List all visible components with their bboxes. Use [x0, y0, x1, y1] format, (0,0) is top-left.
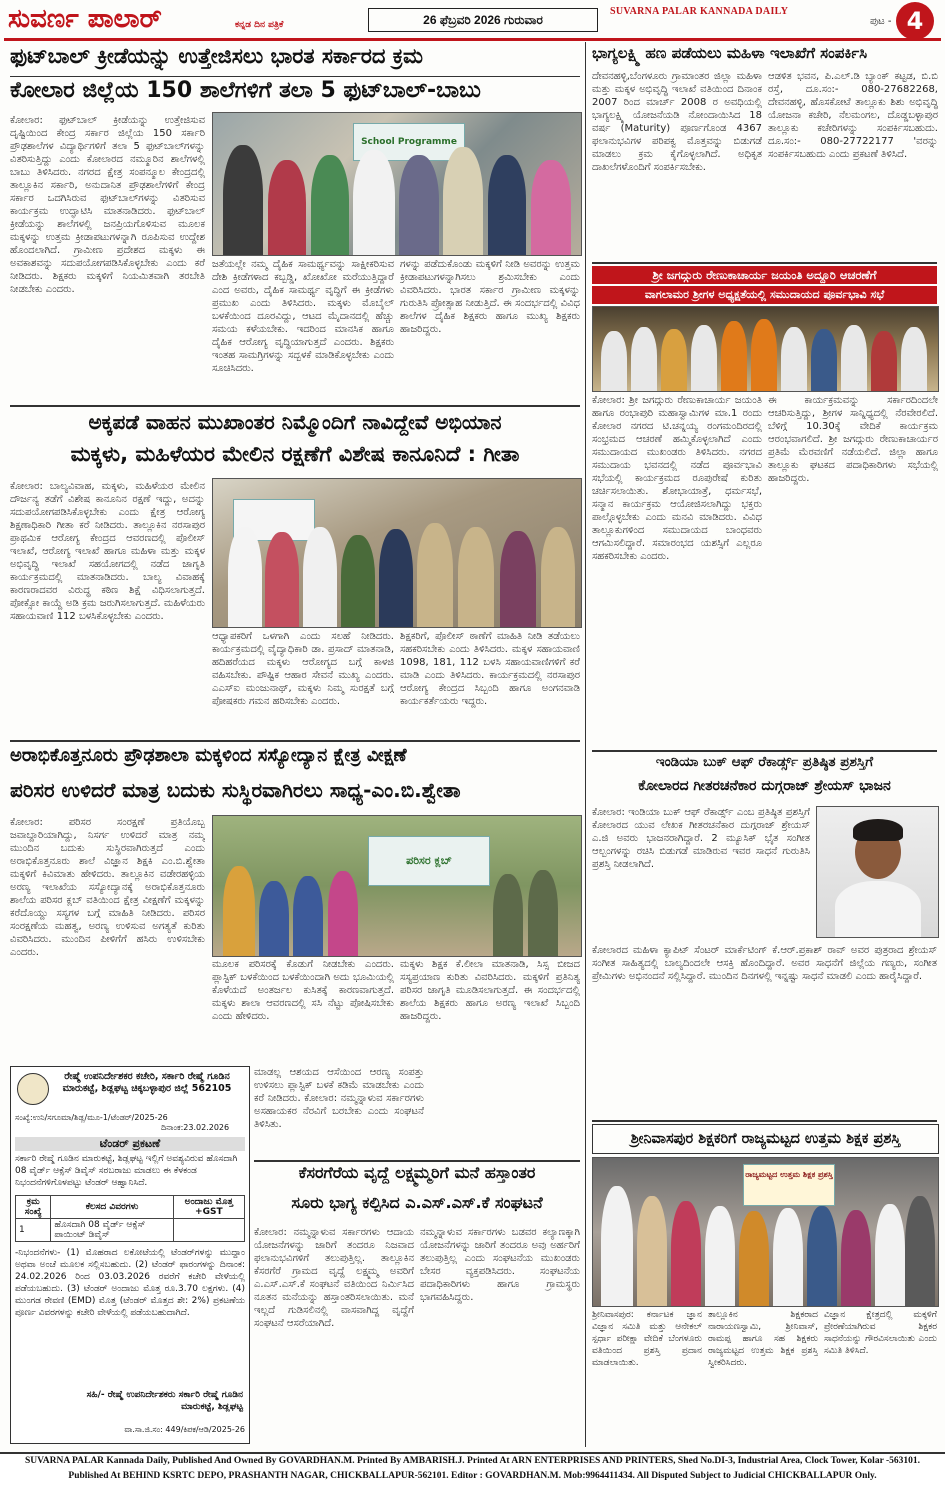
story2-body-col1: ಕೋಲಾರ: ಬಾಲ್ಯವಿವಾಹ, ಮಕ್ಕಳು, ಮಹಿಳೆಯರ ಮೇಲಿನ ದೌರ್ಜನ್ಯ ತಡೆಗೆ ವಿಶೇಷ ಕಾನೂನಿನ ರಕ್ಷಣೆ ಇದ್ದು, ಅದನ್ನು ಸದುಪಯೋಗಪಡಿಸಿಕೊಳ್ಳಬೇಕು ಎಂದು ಕ್ಷೇತ್ರ ಆರೋಗ್ಯ ಶಿಕ್ಷಣಾಧಿಕಾರಿ ಗೀತಾ ಕರೆ ನೀಡಿದರು. ತಾಲ್ಲೂಕಿನ ನರಸಾಪುರ ಪ್ರಾಥಮಿಕ ಆರೋಗ್ಯ ಕೇಂದ್ರದ ಆವರಣದಲ್ಲಿ ಪೊಲೀಸ್ ಇಲಾಖೆ, ಆರೋಗ್ಯ ಇಲಾಖೆ ಹಾಗೂ ಮಹಿಳಾ ಮತ್ತು ಮಕ್ಕಳ ಅಭಿವೃದ್ಧಿ ಇಲಾಖೆ ಸಹಯೋಗದಲ್ಲಿ ನಡೆದ ಜಾಗೃತಿ ಕಾರ್ಯಕ್ರಮದಲ್ಲಿ ಮಾತನಾಡಿದರು. ಬಾಲ್ಯ ವಿವಾಹಕ್ಕೆ ಕಾರಣರಾದವರ ವಿರುದ್ಧ ಕಠಿಣ ಶಿಕ್ಷೆ ವಿಧಿಸಲಾಗುತ್ತದೆ. ಪೋಕ್ಸೋ ಕಾಯ್ದೆ ಅಡಿ ಕ್ರಮ ಜರುಗಿಸಲಾಗುತ್ತದೆ. ಮಹಿಳೆಯರು ಸಹಾಯವಾಣಿ 112 ಬಳಸಿಕೊಳ್ಳಬೇಕು ಎಂದರು. — [10, 481, 205, 622]
person-figure — [751, 319, 777, 391]
award-banner: ರಾಜ್ಯಮಟ್ಟದ ಉತ್ತಮ ಶಿಕ್ಷಕ ಪ್ರಶಸ್ತಿ — [743, 1164, 835, 1206]
person-figure — [500, 531, 536, 627]
person-figure — [601, 1186, 633, 1306]
right2-headline: ವಾಗಲಾಮರ ಶ್ರೀಗಳ ಅಧ್ಯಕ್ಷತೆಯಲ್ಲಿ ಸಮುದಾಯದ ಪೂರ್ವಭಾವಿ ಸಭೆ — [592, 286, 937, 304]
story2-body-col3: ಶಿಕ್ಷಕರಿಗೆ, ಪೊಲೀಸ್ ಠಾಣೆಗೆ ಮಾಹಿತಿ ನೀಡಿ ತಡೆಯಲು ಸಹಕರಿಸಬೇಕು ಎಂದು ತಿಳಿಸಿದರು. ಮಕ್ಕಳ ಸಹಾಯವಾಣಿ 1098, 181, 112 ಬಳಸಿ ಸಹಾಯವಾಣಿಗಳಿಗೆ ಕರೆ ಮಾಡಿ ಎಂದು ತಿಳಿಸಿದರು. ಕಾರ್ಯಕ್ರಮದಲ್ಲಿ ನರಸಾಪುರ ಆರೋಗ್ಯ ಕೇಂದ್ರದ ಸಿಬ್ಬಂದಿ ಹಾಗೂ ಅಂಗನವಾಡಿ ಕಾರ್ಯಕರ್ತೆಯರು ಇದ್ದರು. — [400, 631, 580, 707]
story4-body-col3: ನಮ್ಮನ್ನಾಳುವ ಸರ್ಕಾರಗಳು ಬಡವರ ಕಲ್ಯಾಣಕ್ಕಾಗಿ ಯೋಜನೆಗಳನ್ನು ಜಾರಿಗೆ ತಂದರೂ ಅವು ಅರ್ಹರಿಗೆ ತಲುಪುತ್ತಿಲ್ಲ ಎಂದು ಸಂಘಟನೆಯ ಮುಖಂಡರು ಬೇಸರ ವ್ಯಕ್ತಪಡಿಸಿದರು. ಸಂಘಟನೆಯ ಪದಾಧಿಕಾರಿಗಳು ಹಾಗೂ ಗ್ರಾಮಸ್ಥರು ಭಾಗವಹಿಸಿದ್ದರು. — [420, 1227, 580, 1303]
story3-photo — [212, 815, 582, 957]
section-divider — [592, 1120, 937, 1122]
story2-headline: ಮಕ್ಕಳು, ಮಹಿಳೆಯರ ಮೇಲಿನ ರಕ್ಷಣೆಗೆ ವಿಶೇಷ ಕಾನೂನಿದೆ : ಗೀತಾ — [70, 442, 520, 466]
person-figure — [303, 527, 337, 627]
person-figure — [807, 1206, 837, 1306]
person-figure — [353, 150, 395, 255]
story2-kicker: ಅಕ್ಕಪಡೆ ವಾಹನ ಮುಖಾಂತರ ನಿಮ್ಮೊಂದಿಗೆ ನಾವಿದ್ದೇವೆ ಅಭಿಯಾನ — [88, 410, 502, 434]
person-figure — [228, 527, 262, 627]
table-header: ಕ್ರಮ ಸಂಖ್ಯೆ — [16, 1196, 51, 1219]
right4-headline: ಶ್ರೀನಿವಾಸಪುರ ಶಿಕ್ಷಕರಿಗೆ ರಾಜ್ಯಮಟ್ಟದ ಉತ್ತಮ ಶಿಕ್ಷಕ ಪ್ರಶಸ್ತಿ — [592, 1124, 939, 1154]
story1-body-col2: ಜತೆಯಲ್ಲೇ ನಮ್ಮ ದೈಹಿಕ ಸಾಮರ್ಥ್ಯವನ್ನು ಸಾಕ್ಷೀಕರಿಸುವ ದೇಶಿ ಕ್ರೀಡೆಗಳಾದ ಕಬ್ಬಡ್ಡಿ, ಖೋಖೋ ಮರೆಯುತ್ತಿದ್ದಾರೆ ಎಂದ ಅವರು, ದೈಹಿಕ ಸಾಮರ್ಥ್ಯ ವೃದ್ಧಿಗೆ ಈ ಕ್ರೀಡೆಗಳು ಪ್ರಮುಖ ಎಂದು ತಿಳಿಸಿದರು. ಮಕ್ಕಳು ಮೊಬೈಲ್ ಬಳಕೆಯಿಂದ ದೂರವಿದ್ದು, ಆಟದ ಮೈದಾನದಲ್ಲಿ ಹೆಚ್ಚು ಸಮಯ ಕಳೆಯಬೇಕು. ಇದರಿಂದ ಮಾನಸಿಕ ಹಾಗೂ ದೈಹಿಕ ಆರೋಗ್ಯ ವೃದ್ಧಿಯಾಗುತ್ತದೆ ಎಂದರು. ಶಿಕ್ಷಕರು ಇಂತಹ ಸಾಮಗ್ರಿಗಳನ್ನು ಸದ್ಬಳಕೆ ಮಾಡಿಕೊಳ್ಳಬೇಕು ಎಂದು ಸೂಚಿಸಿದರು. — [212, 259, 394, 374]
person-figure — [661, 329, 687, 391]
right2-body-col2: ಈ ಕಾರ್ಯಕ್ರಮವನ್ನು ಸರ್ಕಾರದಿಂದಲೇ ಆಚರಿಸುತ್ತಿದ್ದು, ಶ್ರೀಗಳ ಸಾನ್ನಿಧ್ಯದಲ್ಲಿ ನೆರವೇರಲಿದೆ. ಬೆಳಿಗ್ಗೆ 10.30ಕ್ಕೆ ವೇದಿಕೆ ಕಾರ್ಯಕ್ರಮ ಆರಂಭವಾಗಲಿದೆ. ಶ್ರೀ ಜಗದ್ಗುರು ರೇಣುಕಾಚಾರ್ಯರ ಪ್ರತಿಮೆ ಮೆರವಣಿಗೆ ನಡೆಯಲಿದೆ. ಜಿಲ್ಲಾ ಹಾಗೂ ತಾಲ್ಲೂಕು ಘಟಕದ ಪದಾಧಿಕಾರಿಗಳು ಸಭೆಯಲ್ಲಿ ಹಾಜರಿದ್ದರು. — [768, 395, 938, 484]
masthead-tagline: ಕನ್ನಡ ದಿನ ಪತ್ರಿಕೆ — [235, 20, 284, 30]
person-figure — [721, 321, 747, 391]
column-divider — [585, 42, 586, 1447]
person-figure — [223, 866, 255, 956]
person-figure — [531, 160, 571, 255]
table-cell: 1 — [16, 1219, 51, 1242]
person-figure — [773, 1208, 803, 1306]
story3-body-col3: ಮಕ್ಕಳು ಶಿಕ್ಷಕ ಕೆ.ಲೀಲಾ ಮಾತನಾಡಿ, ಸಿಸ್ಸ ಬೀಜದ ಸಸ್ಯಪ್ರಯಾಣ ಕುರಿತು ವಿವರಿಸಿದರು. ಮಕ್ಕಳಿಗೆ ಪ್ರತಿನಿತ್ಯ ಪರಿಸರ ಜಾಗೃತಿ ಮೂಡಿಸಲಾಗುತ್ತದೆ. ಈ ಸಂದರ್ಭದಲ್ಲಿ ಶಾಲೆಯ ಶಿಕ್ಷಕರು ಹಾಗೂ ಅರಣ್ಯ ಇಲಾಖೆ ಸಿಬ್ಬಂದಿ ಹಾಜರಿದ್ದರು. — [400, 959, 580, 1022]
person-figure — [691, 325, 717, 391]
section-divider — [592, 750, 937, 752]
story1-body-col3: ಗಳನ್ನು ಪಡೆದುಕೊಂಡು ಮಕ್ಕಳಿಗೆ ನೀಡಿ ಅವರನ್ನು ಉತ್ತಮ ಕ್ರೀಡಾಪಟುಗಳನ್ನಾಗಿಸಲು ಶ್ರಮಿಸಬೇಕು ಎಂದು ವಿವರಿಸಿದರು. ಭಾರತ ಸರ್ಕಾರ ಗ್ರಾಮೀಣ ಮಕ್ಕಳನ್ನು ಗುರುತಿಸಿ ಪ್ರೋತ್ಸಾಹ ನೀಡುತ್ತಿದೆ. ಈ ಸಂದರ್ಭದಲ್ಲಿ ವಿವಿಧ ಶಾಲೆಗಳ ದೈಹಿಕ ಶಿಕ್ಷಕರು ಹಾಗೂ ಮುಖ್ಯ ಶಿಕ್ಷಕರು ಹಾಜರಿದ್ದರು. — [400, 259, 580, 335]
table-cell: ಹೊಸದಾಗಿ 08 ವೈರ್ಡ್ ಆಕ್ಸೆಸ್ ಪಾಯಿಂಟ್ ಡಿವೈಸ್ — [51, 1219, 173, 1242]
top-rule — [4, 38, 941, 41]
person-figure — [528, 870, 558, 956]
story1-body-col1: ಕೋಲಾರ: ಫುಟ್‌ಬಾಲ್ ಕ್ರೀಡೆಯನ್ನು ಉತ್ತೇಜಿಸುವ ದೃಷ್ಟಿಯಿಂದ ಕೇಂದ್ರ ಸರ್ಕಾರ ಜಿಲ್ಲೆಯ 150 ಸರ್ಕಾರಿ ಪ್ರೌಢಶಾಲೆಗಳ ವಿದ್ಯಾರ್ಥಿಗಳಿಗೆ ತಲಾ 5 ಫುಟ್‌ಬಾಲ್‌ಗಳನ್ನು ವಿತರಿಸುತ್ತಿದ್ದು ಎಂದು ಕೋಲಾರದ ನಮ್ಮೂರಿನ ಶಾಲೆಗಳಲ್ಲಿ ಬಾಬು ತಿಳಿಸಿದರು. ನಗರದ ಕ್ಷೇತ್ರ ಸಂಪನ್ಮೂಲ ಕೇಂದ್ರದಲ್ಲಿ ತಾಲ್ಲೂಕಿನ ಸರ್ಕಾರಿ, ಅನುದಾನಿತ ಪ್ರೌಢಶಾಲೆಗಳಿಗೆ ಕೇಂದ್ರ ಸರ್ಕಾರ ಒದಗಿಸಿರುವ ಫುಟ್‌ಬಾಲ್‌ಗಳನ್ನು ವಿತರಿಸುವ ಕಾರ್ಯಕ್ರಮ ಉದ್ಘಾಟಿಸಿ ಮಾತನಾಡಿದರು. ಫುಟ್‌ಬಾಲ್ ಕ್ರೀಡೆಯನ್ನು ಶಾಲೆಗಳಲ್ಲಿ ಜನಪ್ರಿಯಗೊಳಿಸುವ ಮೂಲಕ ಮಕ್ಕಳನ್ನು ಉತ್ತಮ ಕ್ರೀಡಾಪಟುಗಳನ್ನಾಗಿ ರೂಪಿಸುವ ಉದ್ದೇಶ ಹೊಂದಲಾಗಿದೆ. ಗ್ರಾಮೀಣ ಪ್ರದೇಶದ ಮಕ್ಕಳು ಈ ಅವಕಾಶವನ್ನು ಸದುಪಯೋಗಪಡಿಸಿಕೊಳ್ಳಬೇಕು ಎಂದು ಕರೆ ನೀಡಿದರು. ಶಿಕ್ಷಕರು ಮಕ್ಕಳಿಗೆ ನಿಯಮಿತವಾಗಿ ತರಬೇತಿ ನೀಡಬೇಕು ಎಂದರು. — [10, 115, 205, 295]
right4-body-col3: ವಿಜ್ಞಾನ ಕ್ಷೇತ್ರದಲ್ಲಿ ಮಕ್ಕಳಿಗೆ ಪ್ರೇರಣೆಯಾಗಿರುವ ಶಿಕ್ಷಕರ ಸಾಧನೆಯನ್ನು ಗೌರವಿಸಲಾಯಿತು ಎಂದು ಸಮಿತಿ ತಿಳಿಸಿದೆ. — [824, 1310, 937, 1356]
brand-name: SUVARNA PALAR KANNADA DAILY — [610, 6, 789, 17]
tender-notice — [10, 1066, 250, 1444]
section-divider — [592, 262, 937, 264]
person-figure — [265, 532, 299, 627]
person-figure — [328, 871, 358, 956]
story3-headline: ಪರಿಸರ ಉಳಿದರೆ ಮಾತ್ರ ಬದುಕು ಸುಸ್ಥಿರವಾಗಿರಲು ಸಾಧ್ಯ-ಎಂ.ಬಿ.ಶ್ವೇತಾ — [10, 778, 461, 802]
divider — [10, 76, 580, 77]
person-figure — [458, 527, 494, 627]
imprint-line-1: SUVARNA PALAR Kannada Daily, Published And Owned By GOVARDHAN.M. Printed By AMBARISH.J. Printed At ARN ENTERPRISES AND PRINTERS, Shed No.DI-3, Industrial Area, Clock Tower, Kolar -563101. — [24, 1456, 921, 1466]
table-header: ಅಂದಾಜು ಮೊತ್ತ +GST — [173, 1196, 244, 1219]
person-figure — [637, 1196, 667, 1306]
right3-body-col2: ಕೋಲಾರದ ಮಹಿಳಾ ಕ್ಯಾಪಿಟ್ ಸೆಂಟರ್ ಮಾರ್ಕೆಟಿಂಗ್ ಕೆ.ಆರ್.ಪ್ರಕಾಶ್ ರಾವ್ ಅವರ ಪುತ್ರರಾದ ಶ್ರೇಯಸ್ ಸಂಗೀತ ಸಾಹಿತ್ಯದಲ್ಲಿ ಬಾಲ್ಯದಿಂದಲೇ ಆಸಕ್ತಿ ಹೊಂದಿದ್ದಾರೆ. ಅವರ ಸಾಧನೆಗೆ ಜಿಲ್ಲೆಯ ಗಣ್ಯರು, ಸಂಗೀತ ಪ್ರೇಮಿಗಳು ಅಭಿನಂದನೆ ಸಲ್ಲಿಸಿದ್ದಾರೆ. ಮುಂದಿನ ದಿನಗಳಲ್ಲಿ ಇನ್ನಷ್ಟು ಸಾಧನೆ ಮಾಡಲಿ ಎಂದು ಹಾರೈಸಿದ್ದಾರೆ. — [592, 945, 937, 982]
table-header: ಕೆಲಸದ ವಿವರಗಳು — [51, 1196, 173, 1219]
person-figure — [293, 876, 323, 956]
tender-ref-date: ದಿನಾಂಕ:23.02.2026 — [161, 1123, 230, 1132]
person-figure — [835, 881, 921, 937]
dateline: 26 ಫೆಬ್ರವರಿ 2026 ಗುರುವಾರ — [368, 8, 598, 32]
tender-conditions: -ನಿಭಂದನೆಗಳು- (1) ಮೊಹರಾದ ಲಕೋಟೆಯಲ್ಲಿ ಟೆಂಡರ್‌ಗಳನ್ನು ಮುದ್ದಾಂ ಅಥವಾ ಅಂಚೆ ಮೂಲಕ ಸಲ್ಲಿಸಬಹುದು. (2) ಟೆಂಡರ್ ಫಾರಂಗಳನ್ನು ದಿನಾಂಕ: 24.02.2026 ರಿಂದ 03.03.2026 ರವರೆಗೆ ಕಚೇರಿ ವೇಳೆಯಲ್ಲಿ ಪಡೆಯಬಹುದು. (3) ಟೆಂಡರ್ ಅಂದಾಜು ಮೊತ್ತ ರೂ.3.70 ಲಕ್ಷಗಳು. (4) ಮುಂಗಡ ಠೇವಣಿ (EMD) ಮೊತ್ತ (ಟೆಂಡರ್ ಮೊತ್ತದ ಶೇ: 2%) ಪ್ರಕಟಣೆಯ ಪೂರ್ಣ ವಿವರಗಳನ್ನು ಕಚೇರಿ ವೇಳೆಯಲ್ಲಿ ಪಡೆಯಬಹುದಾಗಿದೆ. — [15, 1248, 245, 1318]
story2-photo — [212, 478, 582, 628]
person-figure — [705, 1206, 735, 1306]
story3-kicker: ಅರಾಭಿಕೊತ್ತನೂರು ಪ್ರೌಢಶಾಲಾ ಮಕ್ಕಳಿಂದ ಸಸ್ಯೋದ್ಯಾನ ಕ್ಷೇತ್ರ ವೀಕ್ಷಣೆ — [10, 745, 407, 766]
table-row — [16, 1219, 245, 1242]
person-figure — [871, 331, 897, 391]
person-figure — [493, 874, 523, 956]
page-number: 4 — [896, 2, 934, 40]
tender-table — [15, 1195, 245, 1242]
story3-body-col2: ಮೂಲಕ ಪರಿಸರಕ್ಕೆ ಕೊಡುಗೆ ನೀಡಬೇಕು ಎಂದರು. ಪ್ಲಾಸ್ಟಿಕ್ ಬಳಕೆಯಿಂದ ಬಳಕೆಯಿಂದಾಗಿ ಅದು ಭೂಮಿಯಲ್ಲಿ ಕೊಳೆಯದೆ ಅಂತರ್ಜಲ ಕುಸಿತಕ್ಕೆ ಕಾರಣವಾಗುತ್ತದೆ. ಮಕ್ಕಳು ಶಾಲಾ ಆವರಣದಲ್ಲಿ ಸಸಿ ನೆಟ್ಟು ಪೋಷಿಸಬೇಕು ಎಂದು ಹೇಳಿದರು. — [212, 959, 394, 1022]
imprint-footer — [0, 1452, 945, 1492]
parisara-banner: ಪರಿಸರ ಕ್ಲಬ್ — [368, 836, 490, 886]
person-figure — [311, 155, 349, 255]
story4-kicker: ಕೆಸರಗೆರೆಯ ವೃದ್ದೆ ಲಕ್ಷ್ಮಮ್ಮರಿಗೆ ಮನೆ ಹಸ್ತಾಂತರ — [298, 1163, 536, 1182]
page-label: ಪುಟ - — [870, 16, 892, 27]
person-figure — [379, 529, 413, 627]
right2-photo — [592, 306, 939, 392]
story4-body-intro: ಮಾಡಲ್ಲ ಆಶಯದ ಆಸೆಯಿಂದ ಆರಣ್ಯ ಸಂಪತ್ತು ಉಳಿಸಲು ಪ್ಲಾಸ್ಟಿಕ್ ಬಳಕೆ ಕಡಿಮೆ ಮಾಡಬೇಕು ಎಂದು ಕರೆ ನೀಡಿದರು. ಕೋಲಾರ: ನಮ್ಮನ್ನಾಳುವ ಸರ್ಕಾರಗಳು ಅಸಹಾಯಕರ ನೆರವಿಗೆ ಬರಬೇಕು ಎಂದು ಸಂಘಟನೆ ತಿಳಿಸಿತು. — [254, 1067, 424, 1130]
tender-title: ಟೆಂಡರ್ ಪ್ರಕಟಣೆ — [15, 1137, 245, 1151]
person-figure — [631, 327, 657, 391]
tender-signature: ಸಹಿ/- ರೇಷ್ಮೆ ಉಪನಿರ್ದೇಶಕರು ಸರ್ಕಾರಿ ರೇಷ್ಮೆ ಗೂಡಿನ ಮಾರುಕಟ್ಟೆ, ಶಿಡ್ಲಘಟ್ಟ — [86, 1390, 243, 1412]
tender-header: ರೇಷ್ಮೆ ಉಪನಿರ್ದೇಶಕರ ಕಚೇರಿ, ಸರ್ಕಾರಿ ರೇಷ್ಮೆ ಗೂಡಿನ ಮಾರುಕಟ್ಟೆ, ಶಿಡ್ಲಘಟ್ಟ ಚಿಕ್ಕಬಳ್ಳಾಪುರ ಜಿಲ್ಲೆ 562105 — [62, 1071, 232, 1094]
emblem-icon — [17, 1073, 49, 1105]
portrait-hair — [853, 819, 903, 841]
tender-footnote: ವಾ.ಸಾ.ಜಿ.ಸಂ: 449/ಕಿಪಕ/ಆಡಿ/2025-26 — [124, 1425, 245, 1434]
right4-body-col2: ತಾಲ್ಲೂಕಿನ ಶಿಕ್ಷಕರಾದ ನಾರಾಯಣಸ್ವಾಮಿ, ಶ್ರೀನಿವಾಸ್, ರಾಮಪ್ಪ ಹಾಗೂ ಸಹ ಶಿಕ್ಷಕರು ರಾಜ್ಯಮಟ್ಟದ ಉತ್ತಮ ಶಿಕ್ಷಕ ಪ್ರಶಸ್ತಿ ಸ್ವೀಕರಿಸಿದರು. — [708, 1310, 818, 1368]
right3-kicker: ಇಂಡಿಯಾ ಬುಕ್ ಆಫ್ ರೆಕಾರ್ಡ್ಸ್ ಪ್ರತಿಷ್ಠಿತ ಪ್ರಶಸ್ತಿಗೆ — [655, 754, 874, 770]
person-figure — [601, 331, 627, 391]
right1-headline: ಭಾಗ್ಯಲಕ್ಷ್ಮಿ ಹಣ ಪಡೆಯಲು ಮಹಿಳಾ ಇಲಾಖೆಗೆ ಸಂಪರ್ಕಿಸಿ — [592, 44, 868, 62]
right1-body-col2: ಆಡಳಿತ ಭವನ, ಪಿ.ಎಲ್.ಡಿ ಬ್ಯಾಂಕ್ ಕಟ್ಟಡ, ಬಿ.ಬಿ ರಸ್ತೆ, ದೂ.ಸಂ:- 080-27682268, ದೇವನಹಳ್ಳಿ, ಹೊಸಕೋಟೆ ತಾಲ್ಲೂಕು ಶಿಶು ಅಭಿವೃದ್ಧಿ ಯೋಜನಾ ಕಚೇರಿ, ನೆಲಮಂಗಲ, ದೊಡ್ಡಬಳ್ಳಾಪುರ ತಾಲ್ಲೂಕು ಕಚೇರಿಗಳನ್ನು ಸಂಪರ್ಕಿಸಬಹುದು. ದೂ.ಸಂ:- 080-27722177 'ವರನ್ನು ಸಂಪರ್ಕಿಸಬಹುದು ಎಂದು ಪ್ರಕಟಣೆ ತಿಳಿಸಿದೆ. — [768, 71, 938, 160]
person-figure — [811, 329, 837, 391]
section-divider — [10, 740, 580, 742]
right4-photo — [592, 1157, 939, 1307]
person-figure — [268, 160, 306, 255]
person-figure — [223, 145, 263, 255]
right3-portrait — [816, 806, 939, 938]
right3-headline: ಕೋಲಾರದ ಗೀತರಚನೆಕಾರ ದುಗ್ಗರಾಜ್ ಶ್ರೇಯಸ್ ಭಾಜನ — [638, 778, 891, 794]
photo-banner: School Programme — [353, 123, 465, 161]
imprint-line-2: Published At BEHIND KSRTC DEPO, PRASHANTH NAGAR, CHICKBALLAPUR-562101. Editor : GOVARDHAN.M. Mob:9964411434. All Disputed Subject to Judicial CHICKBALLAPUR Only. — [68, 1471, 877, 1481]
person-figure — [841, 1210, 871, 1306]
person-figure — [671, 1201, 701, 1306]
person-figure — [901, 327, 927, 391]
section-divider — [254, 1160, 580, 1162]
story1-kicker: ಫುಟ್‌ಬಾಲ್ ಕ್ರೀಡೆಯನ್ನು ಉತ್ತೇಜಿಸಲು ಭಾರತ ಸರ್ಕಾರದ ಕ್ರಮ — [10, 44, 424, 68]
story2-body-col2: ಆಧ್ಯಾಪಕರಿಗೆ ಒಳಗಾಗಿ ಎಂದು ಸಲಹೆ ನೀಡಿದರು. ಕಾರ್ಯಕ್ರಮದಲ್ಲಿ ವೈದ್ಯಾಧಿಕಾರಿ ಡಾ. ಪ್ರಸಾದ್ ಮಾತನಾಡಿ, ಹದಿಹರೆಯದ ಮಕ್ಕಳು ಆರೋಗ್ಯದ ಬಗ್ಗೆ ಕಾಳಜಿ ವಹಿಸಬೇಕು. ಪೌಷ್ಟಿಕ ಆಹಾರ ಸೇವನೆ ಮುಖ್ಯ ಎಂದರು. ಎಎಸ್‌ಐ ಮಂಜುನಾಥ್, ಮಕ್ಕಳು ನಿಮ್ಮ ಸುರಕ್ಷತೆ ಬಗ್ಗೆ ಪೋಷಕರು ಗಮನ ಹರಿಸಬೇಕು ಎಂದರು. — [212, 631, 394, 707]
person-figure — [417, 523, 453, 627]
person-figure — [905, 1196, 935, 1306]
person-figure — [541, 527, 575, 627]
right2-body-col1: ಕೋಲಾರ: ಶ್ರೀ ಜಗದ್ಗುರು ರೇಣುಕಾಚಾರ್ಯ ಜಯಂತಿ ಹಾಗೂ ರಂಭಾಪುರಿ ಮಹಾಸ್ವಾಮಿಗಳ ಮಾ.1 ರಂದು ಕೋಲಾರ ನಗರದ ಟಿ.ಚನ್ನಯ್ಯ ರಂಗಮಂದಿರದಲ್ಲಿ ಸಂಭ್ರಮದ ಆಚರಣೆ ಹಮ್ಮಿಕೊಳ್ಳಲಾಗಿದೆ ಎಂದು ಸಮುದಾಯದ ಮುಖಂಡರು ತಿಳಿಸಿದರು. ನಗರದ ಸಮುದಾಯ ಭವನದಲ್ಲಿ ನಡೆದ ಪೂರ್ವಭಾವಿ ಸಭೆಯಲ್ಲಿ ಕಾರ್ಯಕ್ರಮದ ರೂಪುರೇಷೆ ಕುರಿತು ಚರ್ಚಿಸಲಾಯಿತು. ಶೋಭಾಯಾತ್ರೆ, ಧರ್ಮಸಭೆ, ಸನ್ಮಾನ ಕಾರ್ಯಕ್ರಮ ಆಯೋಜಿಸಲಾಗಿದ್ದು ಭಕ್ತರು ಪಾಲ್ಗೊಳ್ಳಬೇಕು ಎಂದು ಮನವಿ ಮಾಡಿದರು. ವಿವಿಧ ತಾಲ್ಲೂಕುಗಳಿಂದ ಸಮುದಾಯದ ಬಾಂಧವರು ಆಗಮಿಸಲಿದ್ದಾರೆ. ಸಮಾರಂಭದ ಯಶಸ್ಸಿಗೆ ಎಲ್ಲರೂ ಸಹಕರಿಸಬೇಕು ಎಂದರು. — [592, 395, 762, 562]
story1-photo — [212, 112, 582, 256]
right4-body-col1: ಶ್ರೀನಿವಾಸಪುರ: ಕರ್ನಾಟಕ ಜ್ಞಾನ ವಿಜ್ಞಾನ ಸಮಿತಿ ಮತ್ತು ಆನೇಕಲ್ ಸ್ಪರ್ಧಾ ಪರೀಕ್ಷಾ ವೇದಿಕೆ ಬೆಂಗಳೂರು ವತಿಯಿಂದ ಪ್ರಶಸ್ತಿ ಪ್ರದಾನ ಮಾಡಲಾಯಿತು. — [592, 1310, 702, 1368]
person-figure — [399, 155, 439, 255]
person-figure — [875, 1204, 905, 1306]
person-figure — [841, 325, 867, 391]
story4-body-col2: ಕೋಲಾರ: ನಮ್ಮನ್ನಾಳುವ ಸರ್ಕಾರಗಳು ಆದಾಯ ಯೋಜನೆಗಳನ್ನು ಜಾರಿಗೆ ತಂದರೂ ನಿಜವಾದ ಫಲಾನುಭವಿಗಳಿಗೆ ತಲುಪುತ್ತಿಲ್ಲ. ತಾಲ್ಲೂಕಿನ ಕೆಸರಗೆರೆ ಗ್ರಾಮದ ವೃದ್ದೆ ಲಕ್ಷ್ಮಮ್ಮ ಅವರಿಗೆ ಎ.ಎಸ್.ಎಸ್.ಕೆ ಸಂಘಟನೆ ವತಿಯಿಂದ ನಿರ್ಮಿಸಿದ ನೂತನ ಮನೆಯನ್ನು ಹಸ್ತಾಂತರಿಸಲಾಯಿತು. ಮನೆ ಇಲ್ಲದೆ ಗುಡಿಸಲಿನಲ್ಲಿ ವಾಸವಾಗಿದ್ದ ವೃದ್ದೆಗೆ ಸಂಘಟನೆ ಆಸರೆಯಾಗಿದೆ. — [254, 1227, 414, 1329]
tender-intro: ಸರ್ಕಾರಿ ರೇಷ್ಮೆ ಗೂಡಿನ ಮಾರುಕಟ್ಟೆ, ಶಿಡ್ಲಘಟ್ಟ ಇಲ್ಲಿಗೆ ಅವಶ್ಯವಿರುವ ಹೊಸದಾಗಿ 08 ವೈರ್ಡ್ ಆಕ್ಸೆಸ್ ಡಿವೈಸ್ ಸರಬರಾಜು ಮಾಡಲು ಈ ಕೆಳಕಂಡ ನಿಭಂದನೆಗಳಿಗೊಳಪಟ್ಟು ಟೆಂಡರ್ ಆಹ್ವಾನಿಸಿದೆ. — [15, 1154, 238, 1188]
right3-body-col1: ಕೋಲಾರ: ಇಂಡಿಯಾ ಬುಕ್ ಆಫ್ ರೆಕಾರ್ಡ್ಸ್ ಎಂಬ ಪ್ರತಿಷ್ಠಿತ ಪ್ರಶಸ್ತಿಗೆ ಕೋಲಾರದ ಯುವ ಲೇಖಕ ಗೀತರಚನೆಕಾರ ದುಗ್ಗರಾಜ್ ಶ್ರೇಯಸ್ ಎ.ಜಿ ಅವರು ಭಾಜನರಾಗಿದ್ದಾರೆ. 2 ಮ್ಯೂಸಿಕ್ ಭೈತ ಸಂಗೀತ ಆಲ್ಬಂಗಳನ್ನು ರಚಿಸಿ ಬಿಡುಗಡೆ ಮಾಡಿರುವ ಇವರ ಸಾಧನೆ ಗುರುತಿಸಿ ಪ್ರಶಸ್ತಿ ನೀಡಲಾಗಿದೆ. — [592, 807, 810, 870]
story3-body-col1: ಕೋಲಾರ: ಪರಿಸರ ಸಂರಕ್ಷಣೆ ಪ್ರತಿಯೊಬ್ಬ ಜವಾಬ್ದಾರಿಯಾಗಿದ್ದು, ನಿಸರ್ಗ ಉಳಿದರೆ ಮಾತ್ರ ನಮ್ಮ ಮುಂದಿನ ಬದುಕು ಸುಸ್ಥಿರವಾಗಿರುತ್ತದೆ ಎಂದು ಅರಾಭಿಕೊತ್ತನೂರು ಶಾಲೆ ವಿಜ್ಞಾನ ಶಿಕ್ಷಕಿ ಎಂ.ಬಿ.ಶ್ವೇತಾ ಮಕ್ಕಳಿಗೆ ಕಿವಿಮಾತು ಹೇಳಿದರು. ತಾಲ್ಲೂಕಿನ ವಡೇರಹಳ್ಳಿಯ ಅರಣ್ಯ ಇಲಾಖೆಯ ಸಸ್ಯೋದ್ಯಾನಕ್ಕೆ ಅರಾಭಿಕೊತ್ತನೂರು ಶಾಲೆಯ ಪರಿಸರ ಕ್ಲಬ್ ವತಿಯಿಂದ ಕ್ಷೇತ್ರ ವೀಕ್ಷಣೆಗೆ ಮಕ್ಕಳನ್ನು ಕರೆದೊಯ್ದು ಸಸ್ಯಗಳ ಬಗ್ಗೆ ಮಾಹಿತಿ ನೀಡಿದರು. ಪರಿಸರ ಸಂರಕ್ಷಣೆಯ ಮಹತ್ವ, ಅರಣ್ಯ ಉಳಿಸುವ ಅಗತ್ಯತೆ ಕುರಿತು ವಿವರಿಸಿದರು. ಮುಂದಿನ ಪೀಳಿಗೆಗೆ ಹಸಿರು ಉಳಿಸಬೇಕು ಎಂದರು. — [10, 817, 205, 958]
right2-kicker: ಶ್ರೀ ಜಗದ್ಗುರು ರೇಣುಕಾಚಾರ್ಯ ಜಯಂತಿ ಅದ್ದೂರಿ ಆಚರಣೆಗೆ — [592, 266, 937, 284]
story4-headline: ಸೂರು ಭಾಗ್ಯ ಕಲ್ಪಿಸಿದ ಎ.ಎಸ್.ಎಸ್.ಕೆ ಸಂಘಟನೆ — [291, 1193, 543, 1212]
person-figure — [781, 327, 807, 391]
section-divider — [10, 405, 580, 407]
person-figure — [341, 535, 375, 627]
table-cell — [173, 1219, 244, 1242]
person-figure — [739, 1211, 769, 1306]
tender-ref: ಸಂಖ್ಯೆ:ಉನಿ/ಸಗೂಮಾ/ಶಿಡ್ಲ/ಮೂ-1/ಟೆಂಡ‌ರ್/2025-26 — [15, 1113, 168, 1122]
story1-headline: ಕೋಲಾರ ಜಿಲ್ಲೆಯ 150 ಶಾಲೆಗಳಿಗೆ ತಲಾ 5 ಫುಟ್‌ಬಾಲ್-ಬಾಬು — [10, 78, 481, 103]
person-figure — [259, 881, 289, 956]
person-figure — [488, 155, 526, 255]
masthead-logo: ಸುವರ್ಣ ಪಾಲಾರ್ — [8, 4, 162, 34]
right1-body-col1: ದೇವನಹಳ್ಳಿ,ಬೆಂಗಳೂರು ಗ್ರಾಮಾಂತರ ಜಿಲ್ಲಾ ಮಹಿಳಾ ಮತ್ತು ಮಕ್ಕಳ ಅಭಿವೃದ್ಧಿ ಇಲಾಖೆ ವತಿಯಿಂದ ದಿನಾಂಕ 2007 ರಿಂದ ಮಾರ್ಚ್ 2008 ರ ಅವಧಿಯಲ್ಲಿ ಭಾಗ್ಯಲಕ್ಷ್ಮಿ ಯೋಜನೆಯಡಿ ನೋಂದಾಯಿಸಿದ 18 ವರ್ಷ (Maturity) ಪೂರ್ಣಗೊಂಡ 4367 ಫಲಾನುಭವಿಗಳ ಪರಿಪಕ್ವ ಮೊತ್ತವನ್ನು ಬಿಡುಗಡೆ ಮಾಡಲು ಕ್ರಮ ಕೈಗೊಳ್ಳಲಾಗಿದೆ. ಅಧಿಕೃತ ದಾಖಲೆಗಳೊಂದಿಗೆ ಸಂಪರ್ಕಿಸಬೇಕು. — [592, 71, 762, 173]
person-figure — [443, 147, 483, 255]
